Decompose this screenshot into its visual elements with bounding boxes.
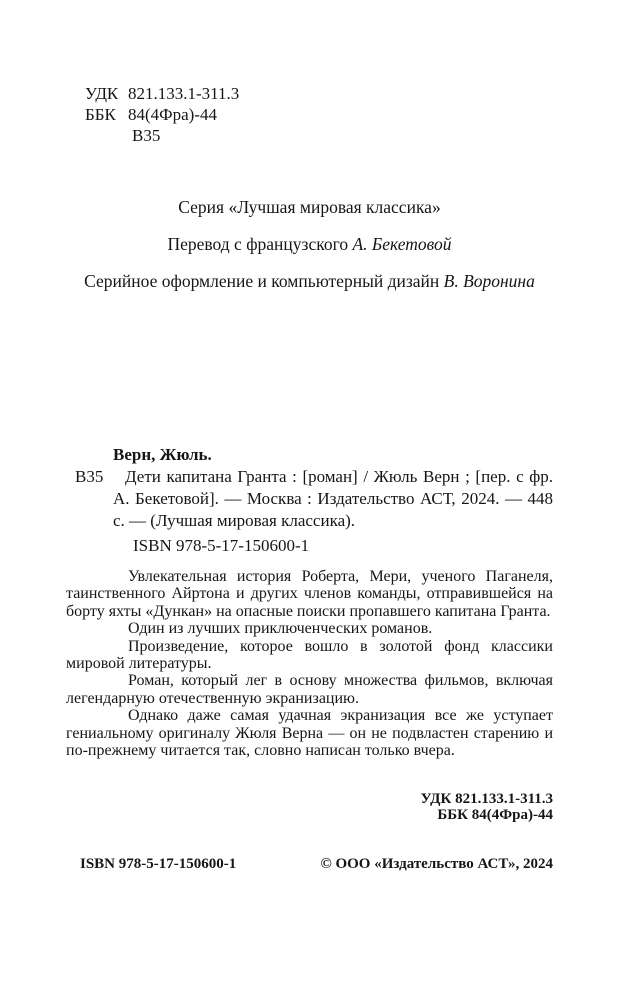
- card-author-sign: В35: [75, 467, 104, 486]
- catalog-card: [75, 444, 553, 532]
- annotation-paragraph: Однако даже самая удачная экранизация все же уступает гениальному оригиналу Жюля Верна — он не подвластен старению и по-прежнему читается так, словно написан только вчера.: [66, 707, 553, 760]
- udc-row: [85, 83, 239, 104]
- top-classification-block: [85, 83, 239, 146]
- author-sign-row: [85, 125, 239, 146]
- annotation-paragraph: Роман, который лег в основу множества фильмов, включая легендарную отечественную экранизацию.: [66, 672, 553, 707]
- bottom-udc-line: УДК 821.133.1-311.3: [420, 791, 553, 807]
- annotation-paragraph: Увлекательная история Роберта, Мери, ученого Паганеля, таинственного Айртона и других членов команды, отправившейся на борту яхты «Дункан» на опасные поиски пропавшего капитана Гранта.: [66, 568, 553, 620]
- designer-name: В. Воронина: [443, 271, 535, 291]
- udc-label: УДК: [85, 84, 119, 103]
- annotation-paragraph: Один из лучших приключенческих романов.: [128, 620, 433, 638]
- bottom-classification-block: [0, 792, 553, 823]
- annotation-paragraph: Произведение, которое вошло в золотой фонд классики мировой литературы.: [66, 637, 553, 673]
- author-sign: В35: [132, 126, 161, 145]
- card-author-heading: Верн, Жюль.: [113, 445, 212, 464]
- bottom-bbk-line: ББК 84(4Фра)-44: [437, 806, 553, 823]
- series-title-line: Серия «Лучшая мировая классика»: [178, 197, 441, 217]
- bibliographic-description: Дети капитана Гранта : [роман] / Жюль Верн ; [пер. с фр. А. Бекетовой]. — Москва : Издательство АСТ, 2024. — 448 с. — (Лучшая мировая классика).: [113, 467, 553, 530]
- bbk-label: ББК: [85, 105, 116, 124]
- footer-isbn: ISBN 978-5-17-150600-1: [80, 856, 237, 872]
- translation-credit-line: [0, 233, 619, 255]
- isbn-line: ISBN 978-5-17-150600-1: [133, 536, 310, 555]
- footer-row: [80, 855, 553, 873]
- translation-prefix: Перевод с французского: [167, 234, 349, 254]
- translator-name: А. Бекетовой: [352, 234, 452, 254]
- footer-copyright: © ООО «Издательство АСТ», 2024: [320, 856, 553, 872]
- design-credit-line: [0, 270, 619, 292]
- bbk-value: 84(4Фра)-44: [128, 105, 217, 124]
- bbk-row: [85, 104, 239, 125]
- series-credits-block: [0, 196, 619, 307]
- design-prefix: Серийное оформление и компьютерный дизайн: [84, 271, 440, 291]
- udc-value: 821.133.1-311.3: [128, 84, 240, 103]
- annotation-block: [66, 568, 553, 759]
